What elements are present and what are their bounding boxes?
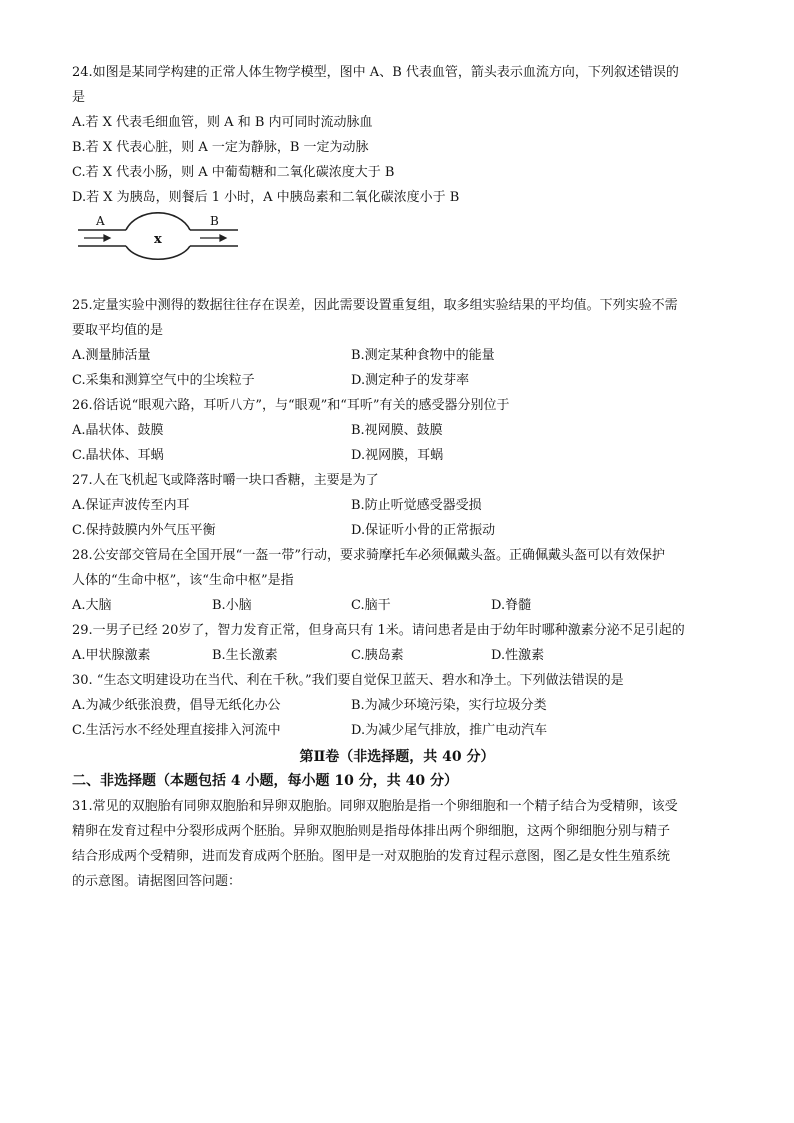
q29-option-a: A.甲状腺激素 [72, 648, 151, 663]
q30-stem: 30. “生态文明建设功在当代、利在千秋。”我们要自觉保卫蓝天、碧水和净土。下列做法错误的是 [72, 673, 624, 688]
q27-option-d: D.保证听小骨的正常振动 [351, 523, 496, 538]
q31-line3: 结合形成两个受精卵，进而发育成两个胚胎。图甲是一对双胞胎的发育过程示意图，图乙是女性生殖系统 [72, 849, 671, 864]
organ-x-top-arc [126, 213, 190, 230]
q26-stem: 26.俗话说“眼观六路，耳听八方”，与“眼观”和“耳听”有关的感受器分别位于 [72, 398, 510, 413]
q26-option-d: D.视网膜，耳蜗 [351, 448, 444, 463]
q28-option-b: B.小脑 [212, 598, 252, 613]
q27-stem: 27.人在飞机起飞或降落时嚼一块口香糖，主要是为了 [72, 473, 379, 488]
q25-option-d: D.测定种子的发芽率 [351, 373, 470, 388]
q26-option-c: C.晶状体、耳蜗 [72, 448, 164, 463]
q30-option-d: D.为减少尾气排放，推广电动汽车 [351, 723, 548, 738]
q29-option-c: C.胰岛素 [351, 648, 404, 663]
arrow-b-head [220, 235, 226, 241]
q25-option-c: C.采集和测算空气中的尘埃粒子 [72, 373, 255, 388]
q25-stem-line1: 25.定量实验中测得的数据往往存在误差，因此需要设置重复组，取多组实验结果的平均值。下列实验不需 [72, 298, 678, 313]
q31-line1: 31.常见的双胞胎有同卵双胞胎和异卵双胞胎。同卵双胞胎是指一个卵细胞和一个精子结合为受精卵，该受 [72, 799, 678, 814]
q28-option-a: A.大脑 [72, 598, 112, 613]
q25-option-b: B.测定某种食物中的能量 [351, 348, 495, 363]
q29-stem: 29.一男子已经 20岁了，智力发育正常，但身高只有 1米。请问患者是由于幼年时哪种激素分泌不足引起的 [72, 623, 685, 638]
q30-option-c: C.生活污水不经处理直接排入河流中 [72, 723, 281, 738]
q30-option-b: B.为减少环境污染，实行垃圾分类 [351, 698, 547, 713]
part2-title: 第Ⅱ卷（非选择题，共 40 分） [299, 749, 495, 765]
blood-vessel-diagram [78, 212, 238, 268]
label-b: B [210, 214, 219, 228]
q28-option-c: C.脑干 [351, 598, 391, 613]
q26-option-b: B.视网膜、鼓膜 [351, 423, 443, 438]
q30-option-a: A.为减少纸张浪费，倡导无纸化办公 [72, 698, 281, 713]
q28-stem-line1: 28.公安部交管局在全国开展“一盔一带”行动，要求骑摩托车必须佩戴头盔。正确佩戴头盔可以有效保护 [72, 548, 665, 563]
label-x: x [154, 232, 162, 247]
q28-stem-line2: 人体的“生命中枢”，该“生命中枢”是指 [72, 573, 294, 588]
q26-option-a: A.晶状体、鼓膜 [72, 423, 164, 438]
q28-option-d: D.脊髓 [491, 598, 532, 613]
q29-option-b: B.生长激素 [212, 648, 278, 663]
q27-option-a: A.保证声波传至内耳 [72, 498, 190, 513]
label-a: A [96, 214, 105, 228]
q24-stem-line1: 24.如图是某同学构建的正常人体生物学模型，图中 A、B 代表血管，箭头表示血流方向，下列叙述错误的 [72, 65, 679, 80]
q24-stem-line2: 是 [72, 90, 86, 105]
q25-stem-line2: 要取平均值的是 [72, 323, 164, 338]
arrow-a-head [104, 235, 110, 241]
q24-option-c: C.若 X 代表小肠，则 A 中葡萄糖和二氧化碳浓度大于 B [72, 165, 395, 180]
q27-option-b: B.防止听觉感受器受损 [351, 498, 482, 513]
q29-option-d: D.性激素 [491, 648, 545, 663]
q31-line4: 的示意图。请据图回答问题： [72, 874, 242, 889]
q25-option-a: A.测量肺活量 [72, 348, 151, 363]
q24-option-a: A.若 X 代表毛细血管，则 A 和 B 内可同时流动脉血 [72, 115, 373, 130]
q24-option-d: D.若 X 为胰岛，则餐后 1 小时，A 中胰岛素和二氧化碳浓度小于 B [72, 190, 460, 205]
q24-option-b: B.若 X 代表心脏，则 A 一定为静脉，B 一定为动脉 [72, 140, 369, 155]
q27-option-c: C.保持鼓膜内外气压平衡 [72, 523, 216, 538]
part2-section-heading: 二、非选择题（本题包括 4 小题，每小题 10 分，共 40 分） [72, 773, 458, 789]
organ-x-bottom-arc [126, 246, 190, 259]
q31-line2: 精卵在发育过程中分裂形成两个胚胎。异卵双胞胎则是指母体排出两个卵细胞，这两个卵细胞分别与精子 [72, 824, 671, 839]
